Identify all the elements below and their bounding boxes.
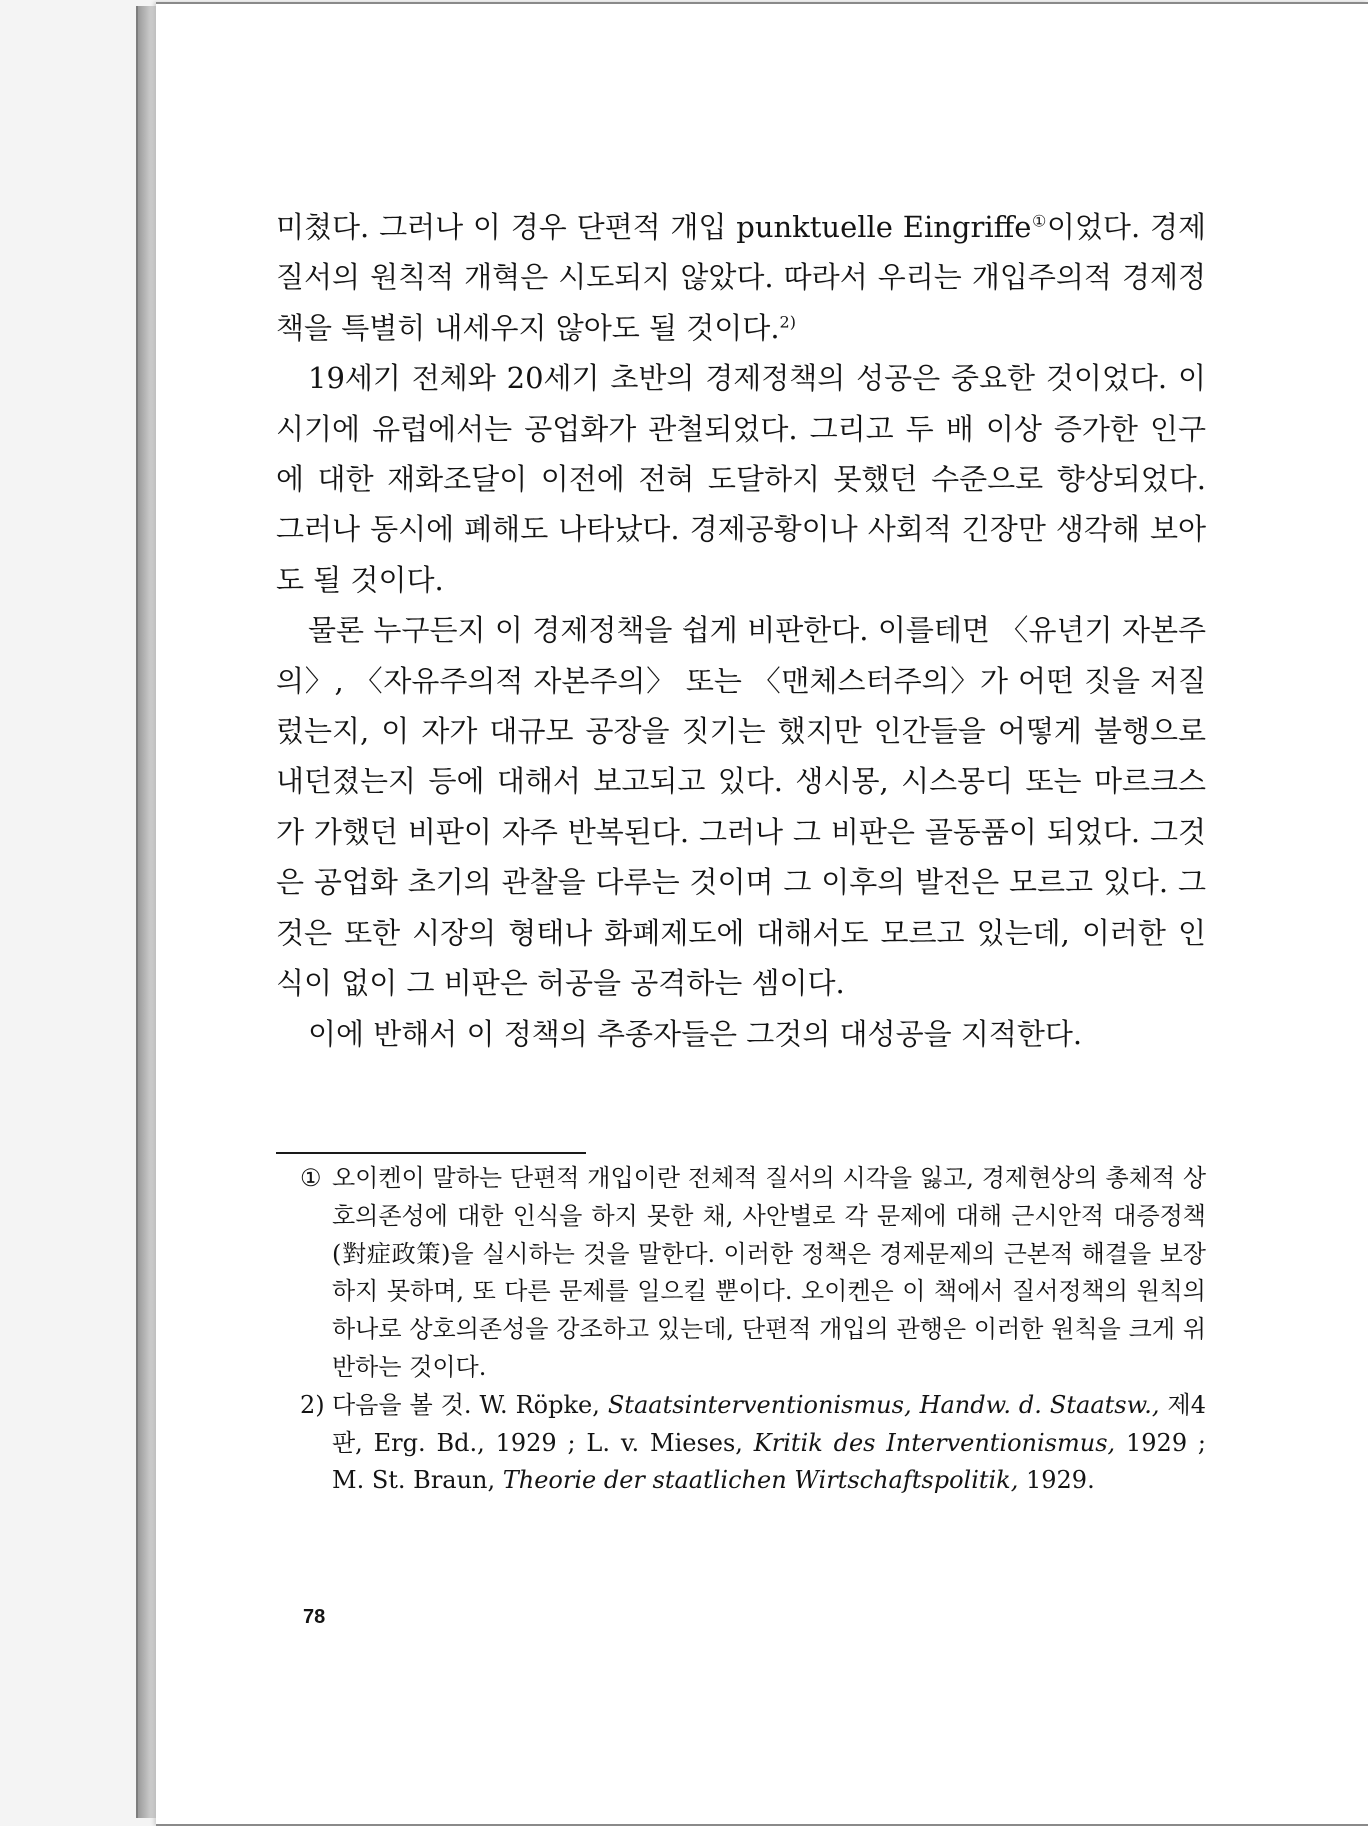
paragraph-2: 19세기 전체와 20세기 초반의 경제정책의 성공은 중요한 것이었다. 이 시기에 유럽에서는 공업화가 관철되었다. 그리고 두 배 이상 증가한 인구에 대한 재화조달이 이전에 전혀 도달하지 못했던 수준으로 향상되었다. 그러나 동시에 폐해도 나타났다. 경제공황이나 사회적 긴장만 생각해 보아도 될 것이다.	[276, 361, 1206, 597]
footnote-divider	[276, 1152, 586, 1154]
paragraph-1	[276, 202, 1206, 353]
paragraph-3: 물론 누구든지 이 경제정책을 쉽게 비판한다. 이를테면 〈유년기 자본주의〉, 〈자유주의적 자본주의〉 또는 〈맨체스터주의〉가 어떤 짓을 저질렀는지, 이 자가 대규모 공장을 짓기는 했지만 인간들을 어떻게 불행으로 내던졌는지 등에 대해서 보고되고 있다. 생시몽, 시스몽디 또는 마르크스가 가했던 비판이 자주 반복된다. 그러나 그 비판은 골동품이 되었다. 그것은 공업화 초기의 관찰을 다루는 것이며 그 이후의 발전은 모르고 있다. 그것은 또한 시장의 형태나 화폐제도에 대해서도 모르고 있는데, 이러한 인식이 없이 그 비판은 허공을 공격하는 셈이다.	[276, 613, 1206, 1001]
footnote-1	[300, 1160, 1206, 1387]
paragraph-1-text: 이었다. 경제질서의 원칙적 개혁은 시도되지 않았다. 따라서 우리는 개입주의적 경제정책을 특별히 내세우지 않아도 될 것이다.	[276, 210, 1207, 345]
footnote-2-text-a: 다음을 볼 것. W. Röpke,	[332, 1390, 608, 1419]
footnote-ref-2: 2)	[779, 312, 796, 332]
footnote-1-text: 오이켄이 말하는 단편적 개입이란 전체적 질서의 시각을 잃고, 경제현상의 총체적 상호의존성에 대한 인식을 하지 못한 채, 사안별로 각 문제에 대해 근시안적 대증정책(對症政策)을 실시하는 것을 말한다. 이러한 정책은 경제문제의 근본적 해결을 보장하지 못하며, 또 다른 문제를 일으킬 뿐이다. 오이켄은 이 책에서 질서정책의 원칙의 하나로 상호의존성을 강조하고 있는데, 단편적 개입의 관행은 이러한 원칙을 크게 위반하는 것이다.	[332, 1164, 1206, 1381]
footnote-2-title-2: Kritik des Interventionismus,	[753, 1428, 1116, 1457]
footnote-2-text-c: 1929 ; M. St. Braun,	[332, 1428, 1207, 1495]
footnote-2-mark: 2)	[300, 1390, 325, 1419]
paragraph-1-lead: 미쳤다. 그러나 이 경우 단편적 개입 punktuelle Eingriffe	[276, 210, 1032, 244]
paragraph-4: 이에 반해서 이 정책의 추종자들은 그것의 대성공을 지적한다.	[308, 1016, 1083, 1051]
footnote-mark-1: ①	[1031, 211, 1047, 231]
footnotes	[300, 1160, 1206, 1500]
footnote-2-text-b: 제4판, Erg. Bd., 1929 ; L. v. Mieses,	[332, 1390, 1206, 1457]
footnote-2-text-d: 1929.	[1018, 1466, 1095, 1495]
footnote-2	[300, 1387, 1206, 1500]
footnote-1-mark: ①	[300, 1164, 322, 1192]
page-number: 78	[303, 1606, 326, 1628]
footnote-2-title-3: Theorie der staatlichen Wirtschaftspolitik,	[502, 1466, 1019, 1495]
main-text	[276, 202, 1206, 1059]
footnote-2-title-1: Staatsinterventionismus, Handw. d. Staatsw.,	[607, 1390, 1160, 1419]
